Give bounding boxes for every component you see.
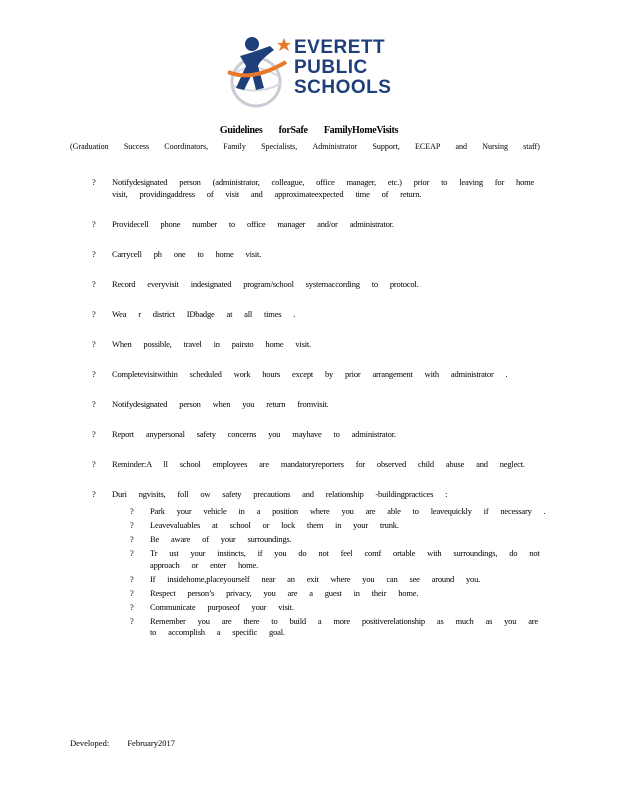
bullet-glyph: ?	[130, 573, 134, 584]
bullet-glyph: ?	[130, 601, 134, 612]
bullet-glyph: ?	[130, 587, 134, 598]
subtitle-word: Specialists,	[261, 142, 298, 151]
footer-date: February2017	[127, 738, 175, 748]
list-item	[92, 278, 552, 290]
footer-label: Developed:	[70, 738, 110, 748]
bullet-glyph: ?	[92, 399, 96, 409]
subtitle-word: Support,	[372, 142, 400, 151]
bullet-glyph: ?	[92, 489, 96, 499]
subtitle-word: Coordinators,	[164, 142, 209, 151]
logo-line-2: PUBLIC	[294, 57, 368, 78]
logo-line-1: EVERETT	[294, 37, 386, 58]
document-title: Guidelines forSafe FamilyHomeVisits	[219, 125, 399, 136]
subtitle-word: Family	[223, 142, 246, 151]
logo-emblem-icon	[222, 32, 298, 112]
sublist-item	[130, 588, 552, 600]
list-item-text: Record everyvisit indesignated program/school systemaccording to protocol.	[112, 279, 419, 289]
subtitle-word: (Graduation	[70, 142, 109, 151]
sublist-item	[130, 520, 552, 532]
sublist-item-text: Communicate purposeof your visit.	[150, 601, 294, 612]
bullet-glyph: ?	[130, 534, 134, 544]
subtitle-word: staff)	[523, 142, 540, 151]
list-item	[92, 428, 552, 440]
bullet-glyph: ?	[92, 429, 96, 439]
list-item-text: Notifydesignated person (administrator, colleague, office manager, etc.) prior to leaving for home visit, providingaddress of visit and approximateexpected time of return.	[112, 177, 535, 199]
sublist-item	[130, 506, 552, 518]
sublist-item-text: Be aware of your surroundings.	[150, 534, 292, 544]
sublist-item-text: Leavevaluables at school or lock them in your trunk.	[150, 520, 399, 530]
sublist-item	[130, 602, 552, 614]
list-item-text: Report anypersonal safety concerns you mayhave to administrator.	[112, 429, 396, 439]
list-item	[92, 398, 552, 410]
sublist-item	[130, 616, 552, 639]
bullet-glyph: ?	[92, 219, 96, 229]
bullet-glyph: ?	[130, 506, 134, 516]
list-item	[92, 368, 552, 380]
guidelines-list	[92, 176, 552, 657]
sublist-item-text: If insidehome,placeyourself near an exit where you can see around you.	[150, 573, 481, 584]
list-item	[92, 488, 552, 639]
list-item	[92, 218, 552, 230]
bullet-glyph: ?	[92, 459, 96, 469]
sublist-item	[130, 574, 552, 586]
sublist-item-text: Tr ust your instincts, if you do not feel comf ortable with surroundings, do not approach or enter home.	[150, 548, 540, 570]
list-item-text: Duri ngvisits, foll ow safety precautions and relationship -buildingpractices :	[112, 489, 448, 499]
visit-precautions-sublist	[130, 506, 552, 639]
bullet-glyph: ?	[92, 249, 96, 259]
bullet-glyph: ?	[130, 548, 134, 558]
subtitle-word: Nursing	[482, 142, 508, 151]
list-item	[92, 176, 552, 200]
list-item-text: Reminder:A ll school employees are mandatoryreporters for observed child abuse and neglect.	[112, 459, 525, 469]
logo-line-3: SCHOOLS	[294, 77, 392, 98]
list-item-text: Wea r district IDbadge at all times .	[112, 309, 296, 319]
document-subtitle	[70, 142, 540, 151]
bullet-glyph: ?	[92, 279, 96, 289]
everett-public-schools-logo	[222, 32, 402, 112]
bullet-glyph: ?	[92, 369, 96, 379]
subtitle-word: Administrator	[312, 142, 358, 151]
document-footer	[70, 738, 175, 748]
list-item-text: Providecell phone number to office manager and/or administrator.	[112, 219, 394, 229]
subtitle-word: Success	[123, 142, 150, 151]
list-item	[92, 308, 552, 320]
subtitle-word: and	[455, 142, 468, 151]
bullet-glyph: ?	[130, 520, 134, 530]
list-item	[92, 248, 552, 260]
bullet-glyph: ?	[92, 177, 96, 187]
sublist-item	[130, 534, 552, 546]
list-item-text: Completevisitwithin scheduled work hours except by prior arrangement with administrator .	[112, 369, 508, 379]
list-item-text: Carrycell ph one to home visit.	[112, 249, 262, 259]
sublist-item-text: Park your vehicle in a position where you are able to leavequickly if necessary .	[150, 506, 546, 516]
list-item-text: When possible, travel in pairsto home visit.	[112, 339, 311, 349]
sublist-item	[130, 548, 552, 571]
list-item-text: Notifydesignated person when you return fromvisit.	[112, 399, 329, 409]
bullet-glyph: ?	[92, 339, 96, 349]
subtitle-word: ECEAP	[414, 142, 441, 151]
list-item	[92, 458, 552, 470]
sublist-item-text: Remember you are there to build a more positiverelationship as much as you are to accomplish a specific goal.	[150, 615, 538, 637]
logo-wordmark	[294, 38, 404, 98]
list-item	[92, 338, 552, 350]
bullet-glyph: ?	[130, 615, 134, 626]
bullet-glyph: ?	[92, 309, 96, 319]
sublist-item-text: Respect person’s privacy, you are a guest in their home.	[150, 587, 419, 598]
